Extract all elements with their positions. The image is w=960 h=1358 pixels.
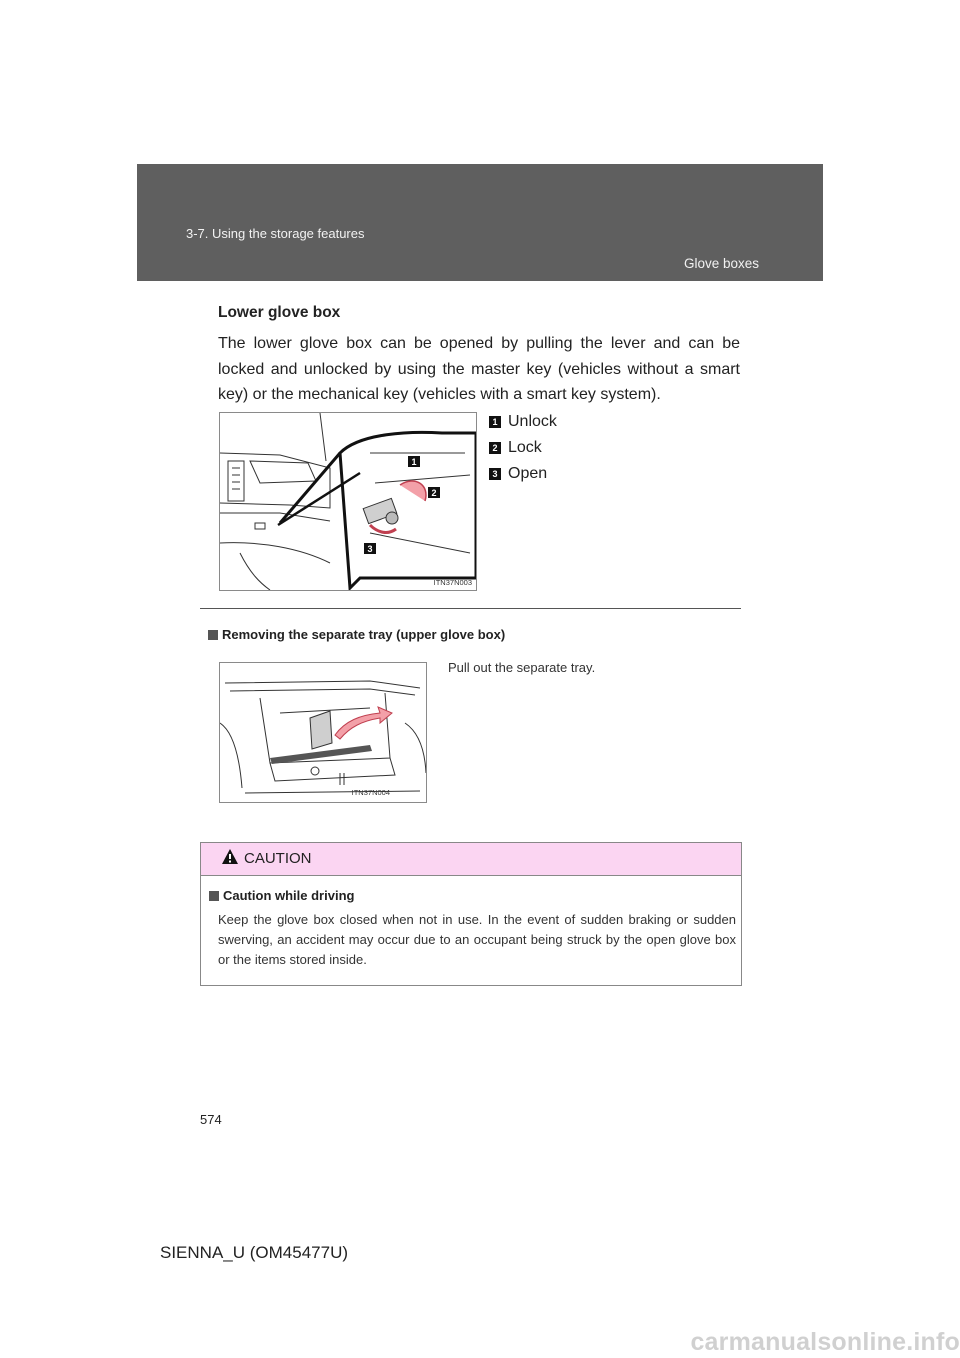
legend-label: Unlock bbox=[508, 413, 557, 430]
number-1-icon: 1 bbox=[489, 416, 501, 428]
lower-glove-box-illustration bbox=[220, 413, 476, 590]
number-2-icon: 2 bbox=[489, 442, 501, 454]
removing-tray-heading bbox=[208, 627, 505, 642]
svg-text:2: 2 bbox=[431, 488, 437, 498]
warning-icon bbox=[221, 848, 239, 866]
section-label: 3-7. Using the storage features bbox=[186, 226, 365, 241]
upper-glove-box-illustration bbox=[220, 663, 426, 802]
legend-item-unlock bbox=[489, 409, 557, 435]
caution-header bbox=[201, 843, 741, 876]
caution-heading bbox=[209, 888, 354, 903]
removing-tray-heading-text: Removing the separate tray (upper glove box) bbox=[222, 627, 506, 642]
header-band bbox=[137, 164, 823, 281]
lower-glove-box-heading: Lower glove box bbox=[218, 304, 341, 321]
legend bbox=[489, 409, 557, 487]
legend-label: Open bbox=[508, 465, 548, 482]
svg-text:3: 3 bbox=[367, 544, 373, 554]
page-number: 574 bbox=[200, 1112, 222, 1127]
figure-code: ITN37N004 bbox=[351, 788, 390, 797]
upper-glove-box-figure bbox=[219, 662, 427, 803]
document-id: SIENNA_U (OM45477U) bbox=[160, 1243, 349, 1262]
page-title: Glove boxes bbox=[683, 256, 759, 271]
caution-body: Keep the glove box closed when not in use. In the event of sudden braking or sudden swerving, an accident may occur due to an occupant being struck by the open glove box or the items stored inside. bbox=[218, 912, 736, 967]
number-3-icon: 3 bbox=[489, 468, 501, 480]
removing-tray-text: Pull out the separate tray. bbox=[448, 660, 596, 675]
section-divider bbox=[200, 608, 741, 609]
legend-item-lock bbox=[489, 435, 557, 461]
caution-box bbox=[200, 842, 742, 986]
lower-glove-box-figure bbox=[219, 412, 477, 591]
figure-code: ITN37N003 bbox=[433, 578, 472, 587]
watermark: carmanualsonline.info bbox=[690, 1328, 960, 1356]
svg-text:1: 1 bbox=[411, 457, 417, 467]
legend-label: Lock bbox=[508, 439, 542, 456]
lower-glove-box-text: The lower glove box can be opened by pulling the lever and can be locked and unlocked by using the master key (vehicles without a smart key) or the mechanical key (vehicles with a smart key system). bbox=[218, 335, 740, 403]
legend-item-open bbox=[489, 461, 557, 487]
caution-heading-text: Caution while driving bbox=[223, 888, 355, 903]
square-bullet-icon bbox=[209, 891, 219, 901]
square-bullet-icon bbox=[208, 630, 218, 640]
caution-title: CAUTION bbox=[244, 850, 312, 867]
